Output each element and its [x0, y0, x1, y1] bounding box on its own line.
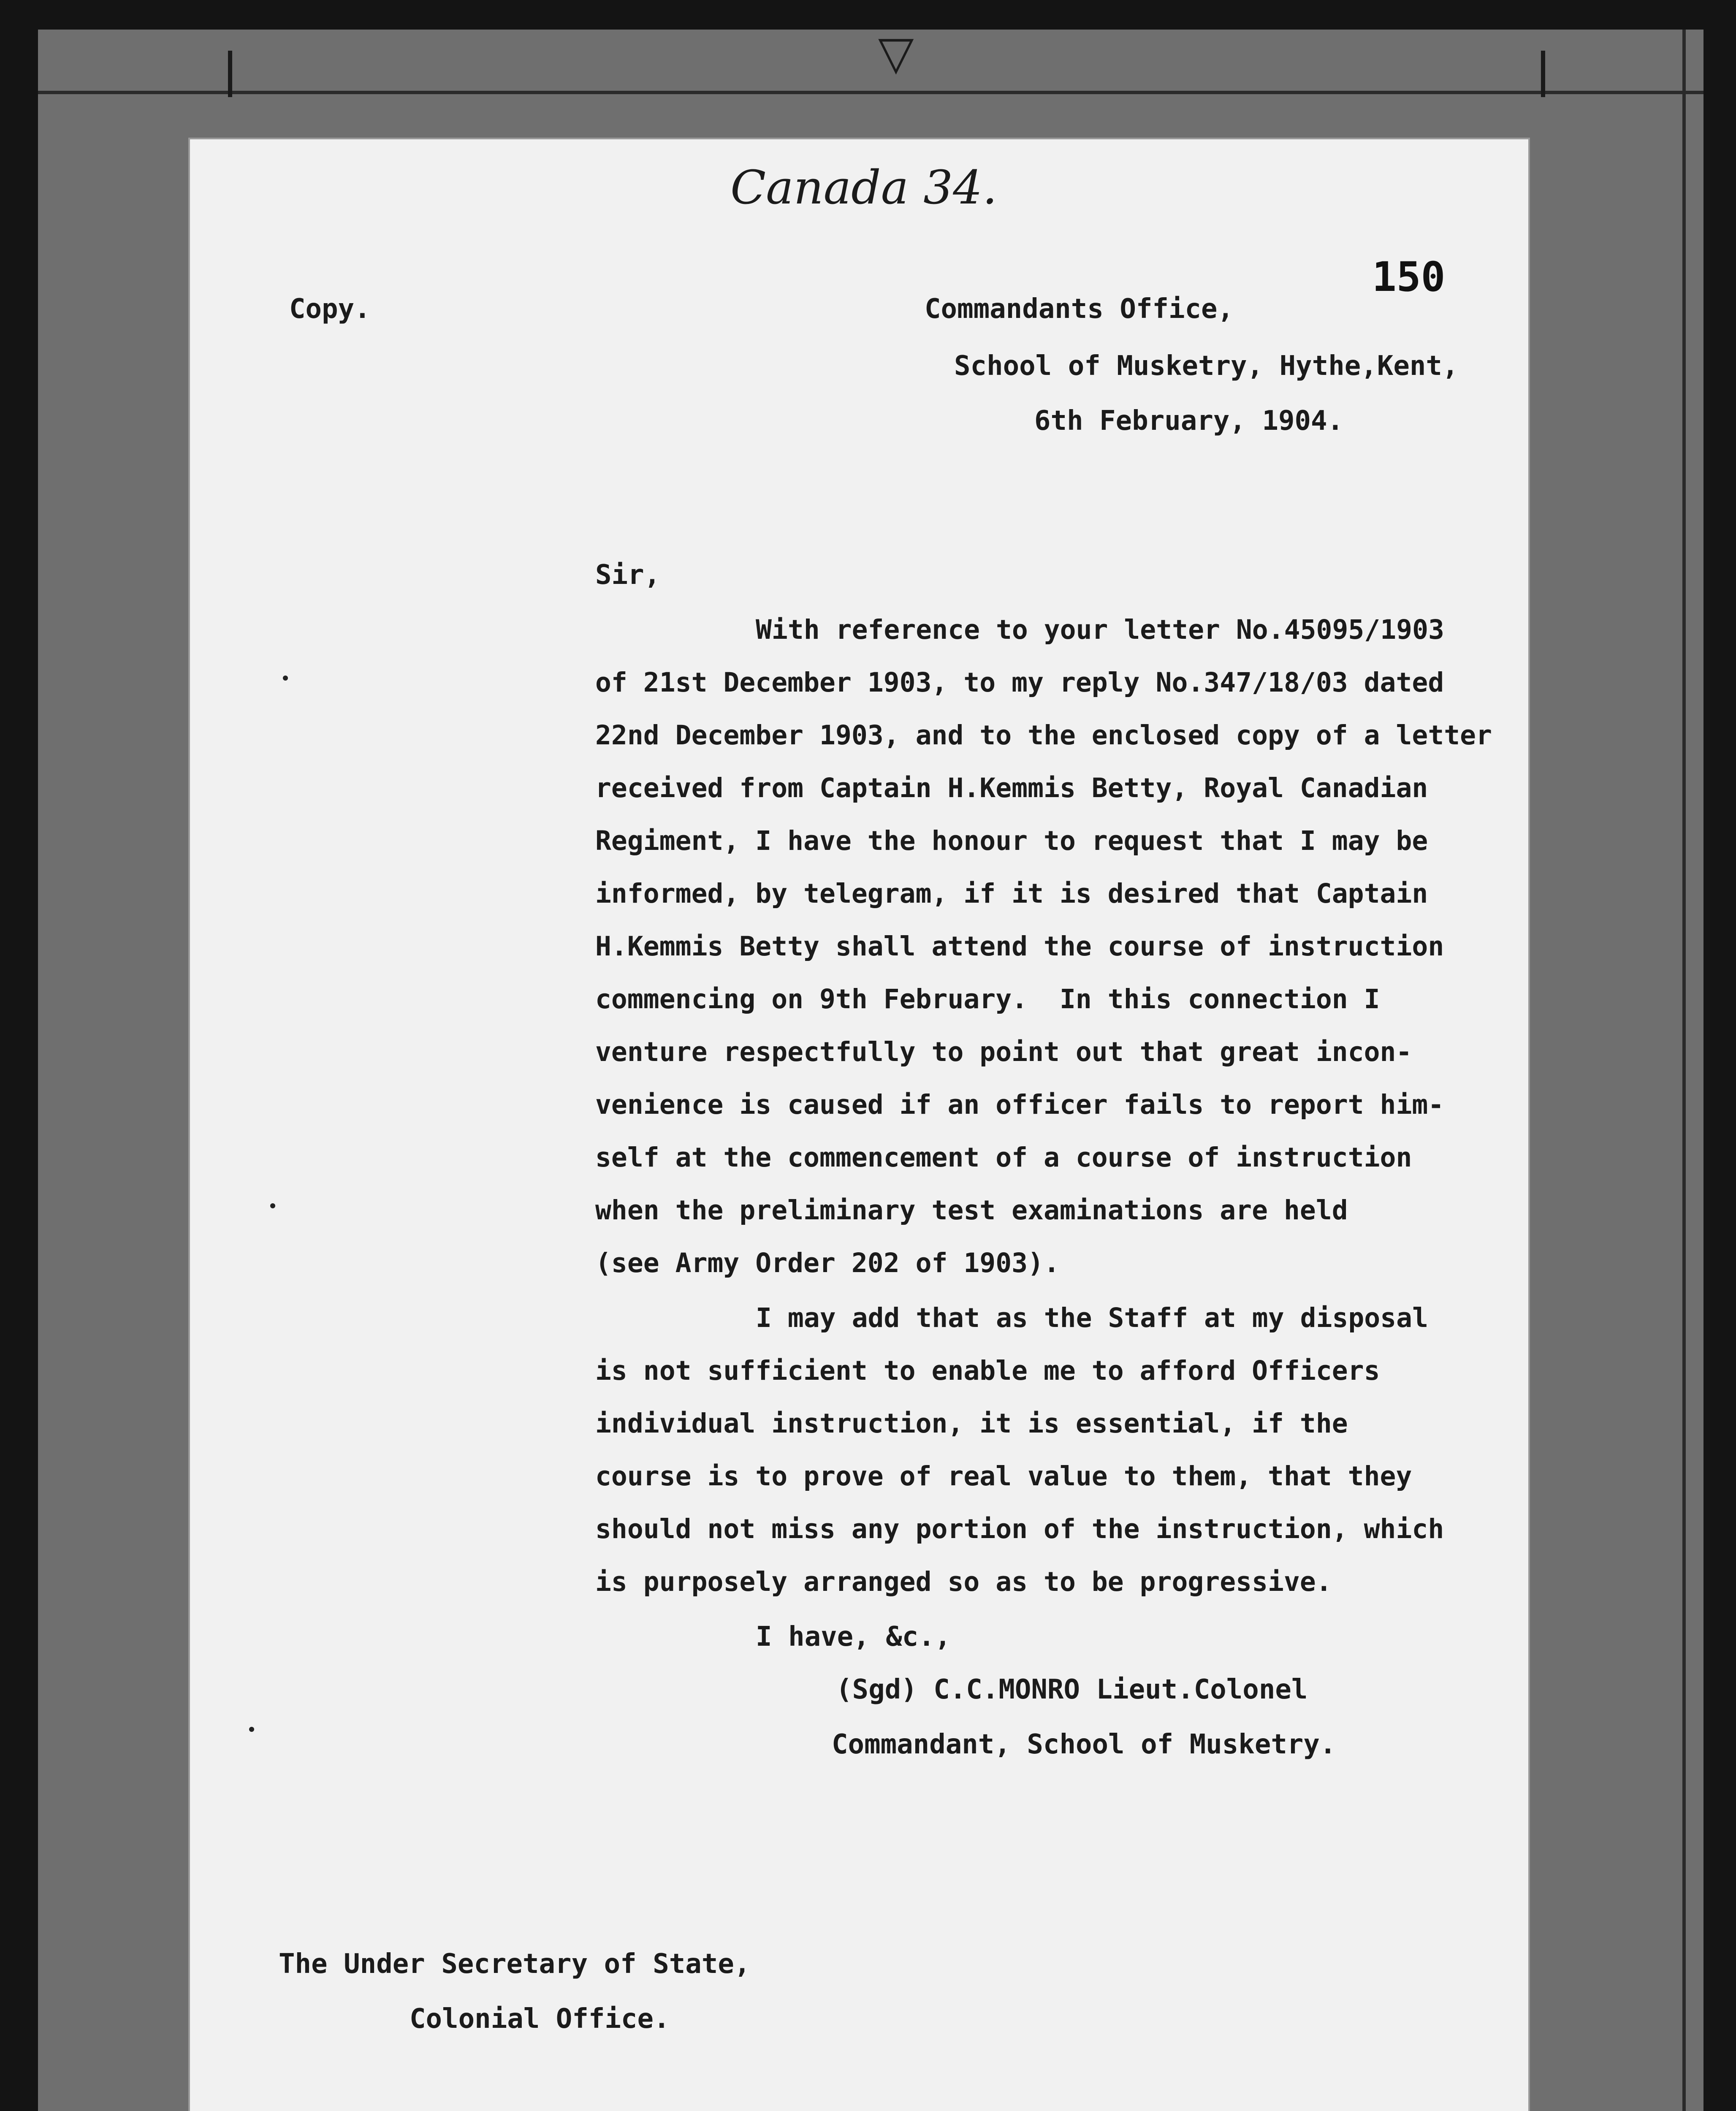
body-line: H.Kemmis Betty shall attend the course of instruction: [595, 931, 1444, 962]
frame-tick-left: [228, 51, 232, 97]
sender-date: 6th February, 1904.: [1034, 405, 1344, 437]
frame-rule-top: [38, 91, 1703, 94]
body-line: is purposely arranged so as to be progressive.: [595, 1566, 1332, 1597]
body-line: venience is caused if an officer fails to report him-: [595, 1089, 1444, 1120]
body-line: venture respectfully to point out that great incon-: [595, 1037, 1412, 1067]
closing: I have, &c.,: [756, 1621, 951, 1652]
body-line: received from Captain H.Kemmis Betty, Royal Canadian: [595, 773, 1428, 803]
handwritten-reference: Canada 34.: [730, 160, 998, 214]
recipient-line2: Colonial Office.: [410, 2003, 670, 2035]
folio-number: 150: [1372, 253, 1446, 301]
signature-line1: (Sgd) C.C.MONRO Lieut.Colonel: [836, 1674, 1308, 1705]
body-line: With reference to your letter No.45095/1903: [756, 614, 1444, 645]
frame-notch-icon: ▽: [878, 26, 914, 80]
margin-speck: [270, 1203, 275, 1208]
frame-rule-right: [1682, 30, 1686, 2111]
body-line: commencing on 9th February. In this connection I: [595, 984, 1380, 1015]
body-line: Regiment, I have the honour to request that I may be: [595, 825, 1428, 856]
copy-label: Copy.: [289, 293, 371, 325]
body-line: self at the commencement of a course of instruction: [595, 1142, 1412, 1173]
document-page: [190, 139, 1528, 2111]
margin-speck: [249, 1727, 254, 1732]
body-line: is not sufficient to enable me to afford Officers: [595, 1355, 1380, 1386]
body-line: of 21st December 1903, to my reply No.347/18/03 dated: [595, 667, 1444, 698]
frame-tick-right: [1541, 51, 1545, 97]
body-line: informed, by telegram, if it is desired that Captain: [595, 878, 1428, 909]
body-line: I may add that as the Staff at my disposal: [756, 1302, 1429, 1333]
sender-address-line1: Commandants Office,: [925, 293, 1234, 325]
body-line: individual instruction, it is essential, if the: [595, 1408, 1348, 1439]
recipient-line1: The Under Secretary of State,: [279, 1948, 751, 1980]
signature-line2: Commandant, School of Musketry.: [832, 1729, 1336, 1760]
body-line: (see Army Order 202 of 1903).: [595, 1248, 1060, 1278]
margin-speck: [283, 676, 288, 681]
sender-address-line2: School of Musketry, Hythe,Kent,: [954, 350, 1459, 382]
body-line: course is to prove of real value to them, that they: [595, 1461, 1412, 1492]
body-line: when the preliminary test examinations are held: [595, 1195, 1348, 1226]
salutation: Sir,: [595, 559, 661, 591]
body-line: 22nd December 1903, and to the enclosed copy of a letter: [595, 720, 1492, 751]
body-line: should not miss any portion of the instruction, which: [595, 1514, 1444, 1544]
